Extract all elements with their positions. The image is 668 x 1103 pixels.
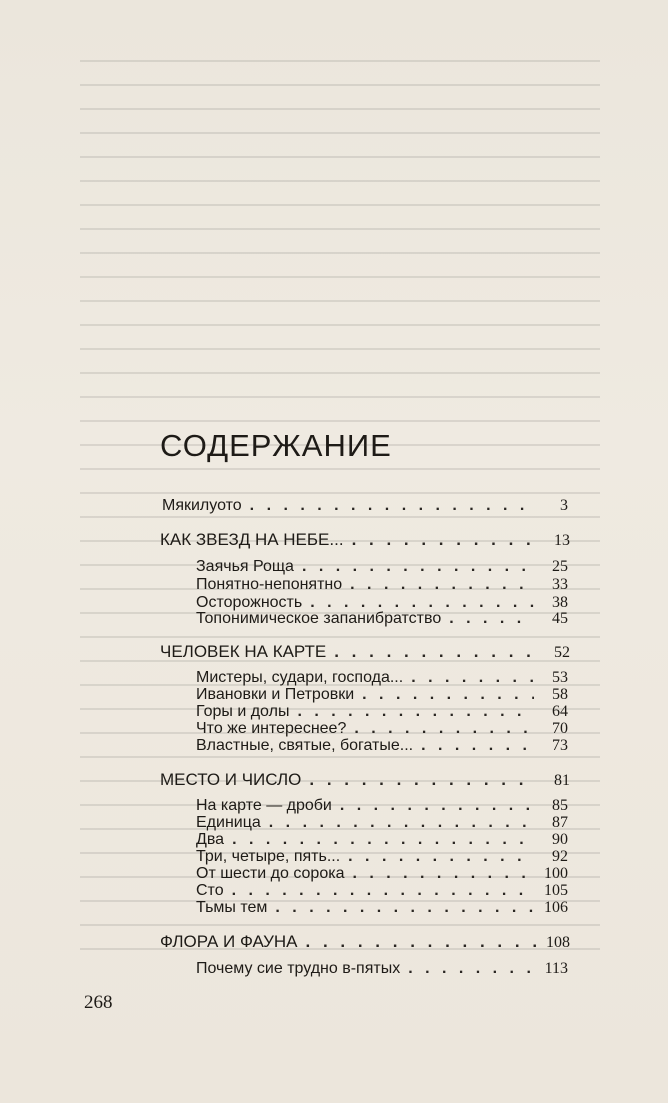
toc-entry-label: Три, четыре, пять... — [196, 848, 341, 865]
toc-entry-label: От шести до сорока — [196, 865, 345, 882]
leader-dots — [224, 831, 534, 849]
toc-section-page: 108 — [546, 934, 570, 951]
toc-entry-page: 33 — [552, 576, 568, 593]
toc-entry-label: Сто — [196, 882, 224, 899]
toc-entry-page: 53 — [552, 669, 568, 686]
leader-dots — [332, 797, 534, 815]
leader-dots — [354, 686, 534, 704]
toc-section-label: ЧЕЛОВЕК НА КАРТЕ — [160, 642, 327, 661]
leader-dots — [403, 669, 534, 687]
toc-section-page: 13 — [554, 532, 570, 549]
toc-entry-label: Горы и долы — [196, 703, 290, 720]
leader-dots — [298, 932, 536, 952]
toc-entry — [196, 737, 568, 755]
leader-dots — [344, 865, 534, 883]
toc-entry-page: 3 — [560, 497, 568, 514]
toc-entry-label: Понятно-непонятно — [196, 576, 343, 593]
toc-section-page: 81 — [554, 772, 570, 789]
toc-entry — [196, 960, 568, 978]
contents-title: СОДЕРЖАНИЕ — [160, 428, 392, 463]
toc-entry — [196, 831, 568, 849]
toc-entry-page: 87 — [552, 814, 568, 831]
toc-entry-page: 90 — [552, 831, 568, 848]
toc-entry-page: 100 — [544, 865, 568, 882]
leader-dots — [342, 576, 534, 594]
toc-entry-page: 38 — [552, 594, 568, 611]
toc-entry — [196, 703, 568, 721]
toc-entry — [196, 720, 568, 738]
leader-dots — [400, 960, 534, 978]
toc-entry-page: 58 — [552, 686, 568, 703]
toc-entry-label: Два — [196, 831, 225, 848]
leader-dots — [346, 720, 534, 738]
toc-entry — [196, 899, 568, 917]
toc-entry — [196, 814, 568, 832]
toc-entry — [196, 882, 568, 900]
toc-entry-page: 45 — [552, 610, 568, 627]
toc-entry-label: Осторожность — [196, 594, 303, 611]
toc-entry — [196, 848, 568, 866]
toc-entry-page: 92 — [552, 848, 568, 865]
leader-dots — [261, 814, 534, 832]
toc-entry — [162, 497, 568, 515]
toc-entry-page: 73 — [552, 737, 568, 754]
toc-section-page: 52 — [554, 644, 570, 661]
toc-entry-label: Заячья Роща — [196, 558, 294, 575]
leader-dots — [301, 770, 536, 790]
toc-section — [160, 770, 570, 790]
toc-entry — [196, 558, 568, 576]
toc-entry-page: 70 — [552, 720, 568, 737]
toc-section — [160, 530, 570, 550]
leader-dots — [413, 737, 534, 755]
toc-entry-label: Мякилуото — [162, 497, 242, 514]
leader-dots — [289, 703, 534, 721]
toc-entry-label: Единица — [196, 814, 261, 831]
toc-section-label: КАК ЗВЕЗД НА НЕБЕ... — [160, 530, 344, 549]
toc-entry-page: 105 — [544, 882, 568, 899]
toc-section — [160, 642, 570, 662]
leader-dots — [344, 530, 536, 550]
toc-entry-page: 113 — [544, 960, 568, 977]
leader-dots — [326, 642, 536, 662]
toc-entry — [196, 686, 568, 704]
toc-entry-page: 64 — [552, 703, 568, 720]
toc-entry — [196, 797, 568, 815]
leader-dots — [294, 558, 534, 576]
leader-dots — [224, 882, 534, 900]
toc-entry — [196, 576, 568, 594]
toc-entry — [196, 669, 568, 687]
toc-section-label: МЕСТО И ЧИСЛО — [160, 770, 302, 789]
leader-dots — [267, 899, 534, 917]
toc-entry-label: Топонимическое запанибратство — [196, 610, 442, 627]
toc-entry-page: 25 — [552, 558, 568, 575]
toc-entry-label: На карте — дроби — [196, 797, 332, 814]
toc-entry-label: Ивановки и Петровки — [196, 686, 355, 703]
toc-entry-label: Властные, святые, богатые... — [196, 737, 414, 754]
page-number: 268 — [84, 992, 113, 1013]
toc-entry-label: Что же интереснее? — [196, 720, 347, 737]
toc-section — [160, 932, 570, 952]
leader-dots — [340, 848, 534, 866]
leader-dots — [242, 497, 534, 515]
toc-entry-page: 106 — [544, 899, 568, 916]
toc-entry — [196, 865, 568, 883]
toc-section-label: ФЛОРА И ФАУНА — [160, 932, 298, 951]
toc-entry-page: 85 — [552, 797, 568, 814]
leader-dots — [441, 610, 534, 628]
toc-entry — [196, 610, 568, 628]
toc-entry-label: Почему сие трудно в-пятых — [196, 960, 401, 977]
toc-entry-label: Тьмы тем — [196, 899, 268, 916]
toc-entry-label: Мистеры, судари, господа... — [196, 669, 404, 686]
